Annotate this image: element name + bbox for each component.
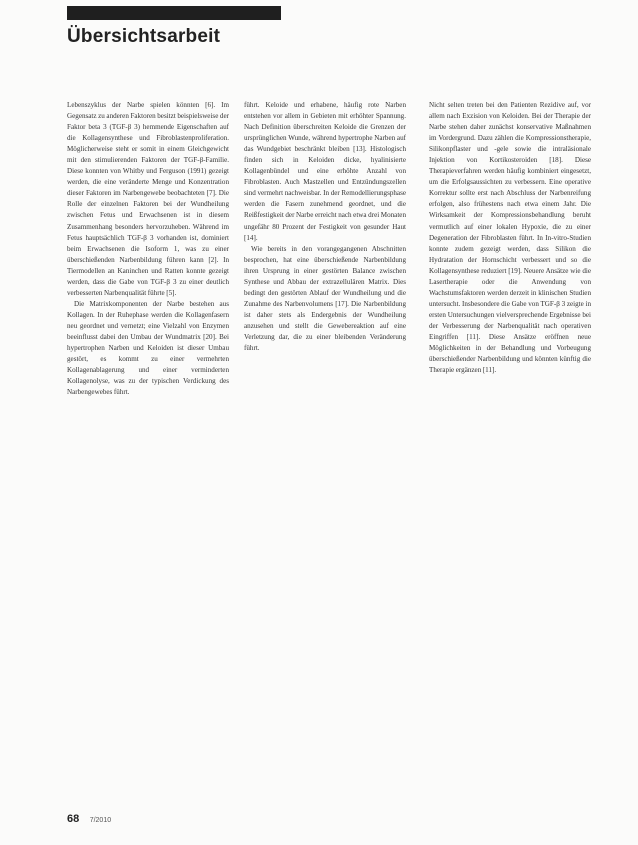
paragraph: Wie bereits in den vorangegangenen Abschnitten besprochen, hat eine überschießende Narbenbildung ihren Ursprung in einer gestörten Balance zwischen Synthese und Abbau der extrazellulären Matrix. Dies bedingt den gestörten Ablauf der Wundheilung und die Zunahme des Narbenvolumens [17]. Die Narbenbildung ist daher stets als Endergebnis der Wundheilung anzusehen und stellt die Gewebereaktion auf eine Verletzung dar, die zu einer bleibenden Veränderung führt. [244, 244, 406, 353]
header-bar [67, 6, 281, 20]
text-column-2 [244, 100, 406, 562]
issue-label: 7/2010 [89, 817, 112, 824]
paragraph: Die Matrixkomponenten der Narbe bestehen aus Kollagen. In der Ruhephase werden die Kollagenfasern neu geordnet und vernetzt; eine Vielzahl von Enzymen beeinflusst dabei den Umbau der Wundmatrix [20]. Bei hypertrophen Narben und Keloiden ist dieser Umbau gestört, es kommt zu einer vermehrten Kollagenablagerung und einer verminderten Kollagenolyse, was zu der typischen Verdickung des Narbengewebes führt. [67, 299, 229, 397]
text-column-3 [429, 100, 591, 725]
paragraph: Lebenszyklus der Narbe spielen könnten [6]. Im Gegensatz zu anderen Faktoren besitzt beispielsweise der Faktor beta 3 (TGF-β 3) hemmende Eigenschaften auf die Kollagensynthese und Fibroblastenproliferation. Möglicherweise steht er somit in einem Gleichgewicht mit den stimulierenden Faktoren der TGF-β-Familie. Diese konnten von Whitby und Ferguson (1991) gezeigt werden, die eine veränderte Menge und Konzentration dieser Faktoren im Narbengewebe beobachteten [7]. Die Rolle der einzelnen Faktoren bei der Wundheilung zwischen Fetus und Erwachsenen ist in diesem Zusammenhang besonders hervorzuheben. Während im Fetus hauptsächlich TGF-β 3 vorhanden ist, dominiert beim Erwachsenen die Isoform 1, was zu einer überschießenden Narbenbildung führen kann [2]. In Tiermodellen an Kaninchen und Ratten konnte gezeigt werden, dass die Gabe von TGF-β 3 zu einer deutlich verbesserten Narbenqualität führte [5]. [67, 101, 229, 297]
page-footer [67, 809, 111, 827]
paragraph: Nicht selten treten bei den Patienten Rezidive auf, vor allem nach Exzision von Keloiden. Bei der Therapie der Narbe stehen daher zunächst konservative Maßnahmen im Vordergrund. Dazu zählen die Kompressionstherapie, Silikonpflaster und -gele sowie die intraläsionale Injektion von Kortikosteroiden [18]. Diese Therapieverfahren werden häufig kombiniert eingesetzt, um die Erfolgsaussichten zu verbessern. Eine operative Korrektur sollte erst nach Abschluss der Narbenreifung erfolgen, also frühestens nach etwa einem Jahr. Die Wirksamkeit der Kompressionsbehandlung beruht vermutlich auf einer lokalen Hypoxie, die zu einer Degeneration der Fibroblasten führt. In In-vitro-Studien konnte zudem gezeigt werden, dass Silikon die Hydratation der Hornschicht verbessert und so die Kollagensynthese reduziert [19]. Neuere Ansätze wie die Lasertherapie oder die Anwendung von Wachstumsfaktoren werden derzeit in klinischen Studien untersucht. Insbesondere die Gabe von TGF-β 3 zeigte in ersten Untersuchungen vielversprechende Ergebnisse bei der Verbesserung der Narbenqualität nach operativen Eingriffen [11]. Diese Ansätze eröffnen neue Möglichkeiten in der Behandlung und Vorbeugung überschießender Narbenbildung und könnten künftig die Therapie ergänzen [11]. [429, 101, 591, 375]
paragraph: führt. Keloide und erhabene, häufig rote Narben entstehen vor allem in Gebieten mit erhöhter Spannung. Nach Definition überschreiten Keloide die Grenzen der ursprünglichen Wunde, während hypertrophe Narben auf das Wundgebiet beschränkt bleiben [13]. Histologisch finden sich in Keloiden dicke, hyalinisierte Kollagenbündel und eine erhöhte Anzahl von Fibroblasten. Auch Mastzellen und Entzündungszellen sind vermehrt nachweisbar. In der Remodellierungsphase werden die Fasern zunehmend geordnet, und die Reißfestigkeit der Narbe erreicht nach etwa drei Monaten ungefähr 80 Prozent der Festigkeit von gesunder Haut [14]. [244, 101, 406, 242]
text-column-1 [67, 100, 229, 750]
page-number: 68 [67, 813, 80, 825]
page-title: Übersichtsarbeit [67, 26, 221, 47]
